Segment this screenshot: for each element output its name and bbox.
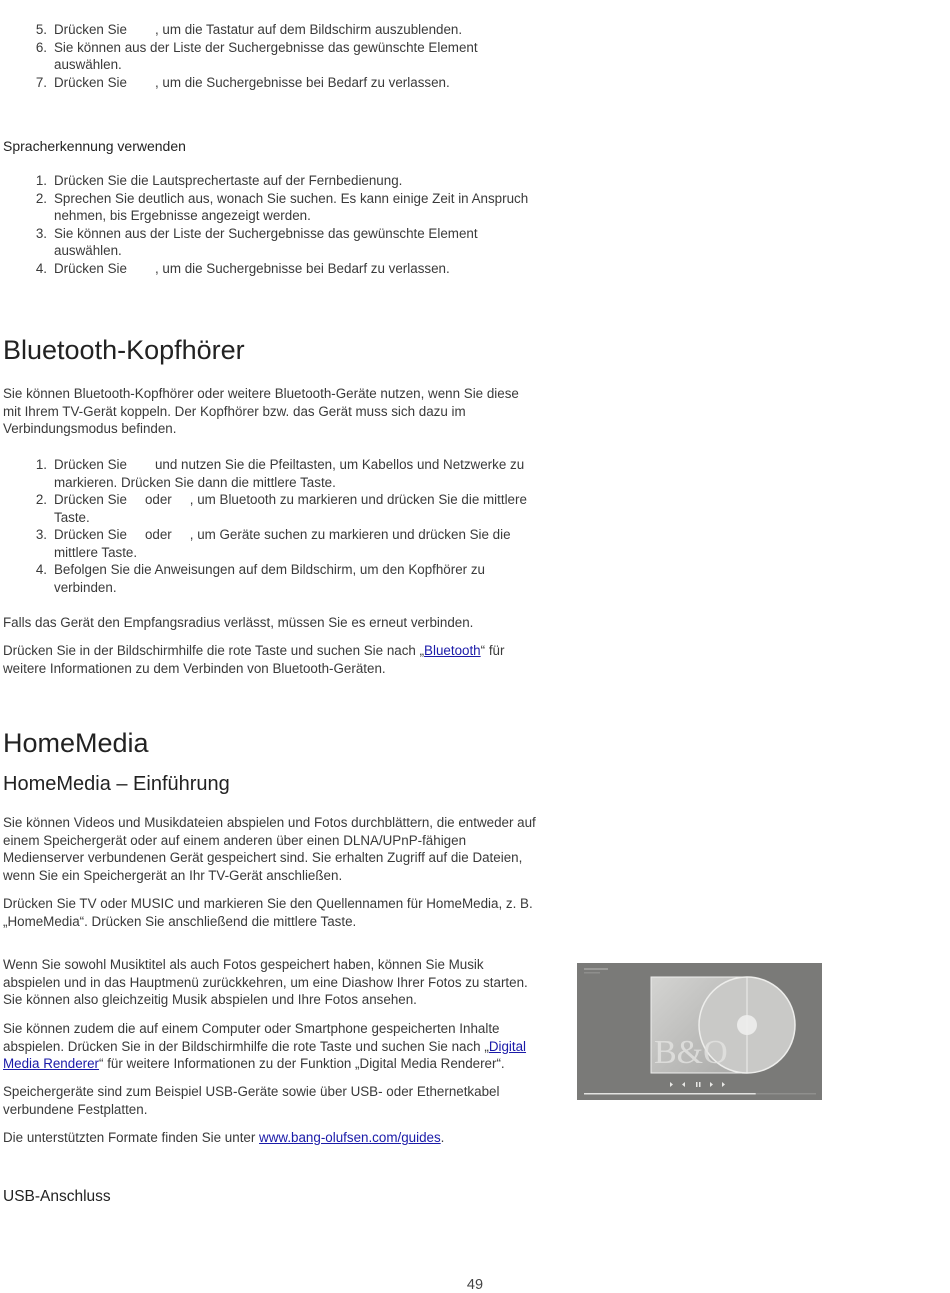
track-subtitle-bar xyxy=(584,972,600,974)
next-icon[interactable] xyxy=(722,1082,725,1087)
bluetooth-steps xyxy=(0,456,540,596)
brand-logo: B&O xyxy=(654,1034,728,1071)
speech-steps xyxy=(0,172,540,277)
page-number: 49 xyxy=(466,1277,484,1293)
guides-link[interactable]: www.bang-olufsen.com/guides xyxy=(259,1130,441,1145)
pause-icon[interactable] xyxy=(696,1082,698,1087)
list-item: 2. Sprechen Sie deutlich aus, wonach Sie suchen. Es kann einige Zeit in Anspruch nehmen, bis Ergebnisse angezeigt werden. xyxy=(35,190,529,223)
digital-media-renderer-link[interactable]: Digital Media Renderer xyxy=(3,1038,527,1071)
homemedia-paragraph: Wenn Sie sowohl Musiktitel als auch Fotos gespeichert haben, können Sie Musik abspielen und in das Hauptmenü zurückkehren, um eine Diashow Ihrer Fotos zu starten. Sie können also gleichzeitig Musik abspielen und Ihre Fotos ansehen. xyxy=(3,957,528,1007)
prev-icon[interactable] xyxy=(670,1082,673,1087)
homemedia-paragraph: Speichergeräte sind zum Beispiel USB-Geräte sowie über USB- oder Ethernetkabel verbundene Festplatten. xyxy=(3,1084,500,1117)
speech-section-title: Spracherkennung verwenden xyxy=(3,138,186,154)
homemedia-paragraph: Sie können zudem die auf einem Computer oder Smartphone gespeicherten Inhalte abspielen. Drücken Sie in der Bildschirmhilfe die rote Taste und suchen Sie nach „Digital Media Renderer“ für weitere Informationen zu der Funktion „Digital Media Renderer“. xyxy=(3,1021,527,1071)
list-item: 5. Drücken Sie , um die Tastatur auf dem Bildschirm auszublenden. xyxy=(35,22,463,37)
homemedia-subheading: HomeMedia – Einführung xyxy=(3,773,230,795)
playback-controls xyxy=(670,1082,725,1087)
list-item: 1. Drücken Sie die Lautsprechertaste auf der Fernbedienung. xyxy=(35,173,403,188)
bluetooth-help: Drücken Sie in der Bildschirmhilfe die rote Taste und suchen Sie nach „Bluetooth“ für weitere Informationen zu dem Verbinden von Bluetooth-Geräten. xyxy=(3,643,505,676)
rewind-icon[interactable] xyxy=(682,1082,685,1087)
list-item: 7. Drücken Sie , um die Suchergebnisse bei Bedarf zu verlassen. xyxy=(35,74,450,90)
list-item: 3. Sie können aus der Liste der Suchergebnisse das gewünschte Element auswählen. xyxy=(35,225,478,258)
bluetooth-intro: Sie können Bluetooth-Kopfhörer oder weitere Bluetooth-Geräte nutzen, wenn Sie diese mit Ihrem TV-Gerät koppeln. Der Kopfhörer bzw. das Gerät muss sich dazu im Verbindungsmodus befinden. xyxy=(3,386,519,436)
music-player-screenshot xyxy=(577,963,822,1100)
list-item: 2. Drücken Sie oder , um Bluetooth zu markieren und drücken Sie die mittlere Taste. xyxy=(35,492,527,525)
homemedia-paragraph: Die unterstützten Formate finden Sie unter www.bang-olufsen.com/guides. xyxy=(3,1130,445,1145)
homemedia-paragraph: Drücken Sie TV oder MUSIC und markieren Sie den Quellennamen für HomeMedia, z. B. „HomeMedia“. Drücken Sie anschließend die mittlere Taste. xyxy=(3,896,533,929)
list-item: 4. Befolgen Sie die Anweisungen auf dem Bildschirm, um den Kopfhörer zu verbinden. xyxy=(35,562,485,595)
usb-heading: USB-Anschluss xyxy=(3,1188,111,1205)
homemedia-heading: HomeMedia xyxy=(3,728,149,758)
track-title-bar xyxy=(584,968,608,970)
list-item: 4. Drücken Sie , um die Suchergebnisse bei Bedarf zu verlassen. xyxy=(35,260,450,276)
forward-icon[interactable] xyxy=(710,1082,713,1087)
list-item: 1. Drücken Sie und nutzen Sie die Pfeiltasten, um Kabellos und Netzwerke zu markieren. Drücken Sie dann die mittlere Taste. xyxy=(35,457,525,490)
bluetooth-heading: Bluetooth-Kopfhörer xyxy=(3,335,245,365)
player-illustration xyxy=(577,963,822,1100)
progress-fill xyxy=(584,1093,756,1095)
bluetooth-link[interactable]: Bluetooth xyxy=(424,643,481,658)
bluetooth-note: Falls das Gerät den Empfangsradius verlässt, müssen Sie es erneut verbinden. xyxy=(3,615,474,630)
homemedia-paragraph: Sie können Videos und Musikdateien abspielen und Fotos durchblättern, die entweder auf einem Speichergerät oder auf einem anderen über einen DLNA/UPnP-fähigen Medienserver verbundenen Gerät gespeichert sind. Sie erhalten Zugriff auf die Dateien, wenn Sie ein Speichergerät an Ihr TV-Gerät anschließen. xyxy=(3,815,536,883)
list-item: 3. Drücken Sie oder , um Geräte suchen zu markieren und drücken Sie die mittlere Taste. xyxy=(35,527,511,560)
search-steps-continued xyxy=(0,21,540,91)
list-item: 6. Sie können aus der Liste der Suchergebnisse das gewünschte Element auswählen. xyxy=(35,39,478,72)
